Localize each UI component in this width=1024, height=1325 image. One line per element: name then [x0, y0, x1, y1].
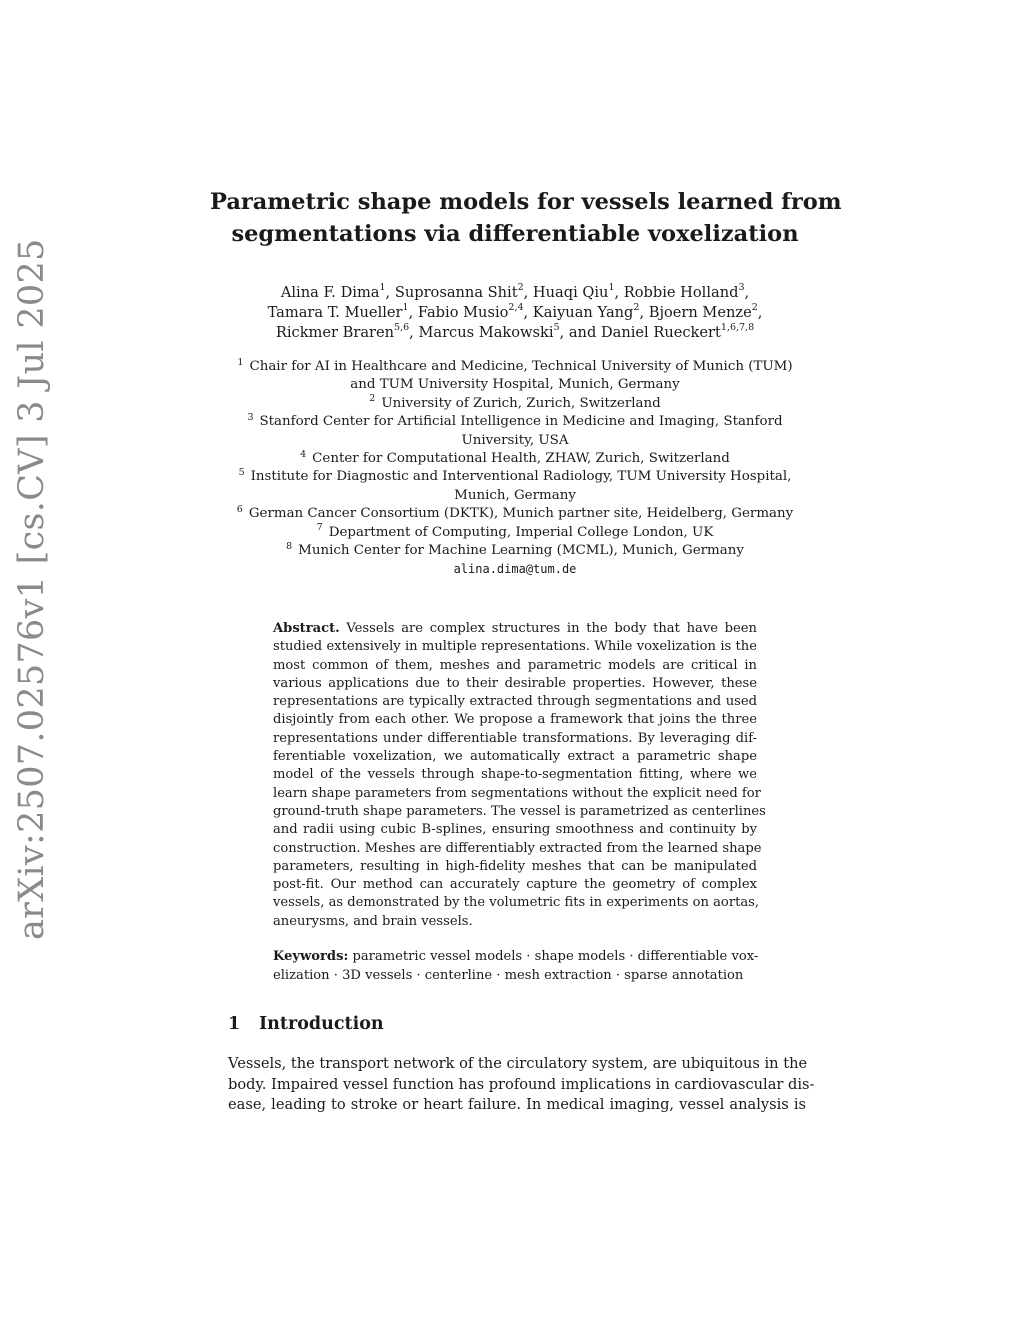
affiliation-text: Munich Center for Machine Learning (MCML), Munich, Germany: [298, 543, 744, 559]
author-affil-sup: 2: [751, 302, 758, 314]
keywords: [273, 947, 757, 985]
author-affil-sup: 5,6: [394, 322, 410, 334]
keywords-text: parametric vessel models · shape models · differentiable vox-: [352, 949, 759, 964]
affiliation-line: [200, 450, 830, 468]
affiliation-number: 4: [300, 448, 307, 460]
abstract-line: representations are typically extracted through segmentations and used: [273, 694, 757, 710]
author-name: Daniel Rueckert: [600, 324, 721, 341]
abstract-line: parameters, resulting in high-fidelity meshes that can be manipulated: [273, 858, 757, 874]
affiliation-text: Institute for Diagnostic and Interventional Radiology, TUM University Hospital,: [250, 469, 792, 485]
author-name: Rickmer Braren: [275, 324, 395, 341]
affiliation-text: University of Zurich, Zurich, Switzerland: [381, 395, 661, 411]
affiliation-line: [200, 524, 830, 542]
affiliation-line: University, USA: [461, 432, 569, 448]
section-heading: [228, 1014, 384, 1034]
section-title: Introduction: [259, 1014, 384, 1034]
author-separator: ,: [614, 284, 624, 301]
abstract-line: post-fit. Our method can accurately capture the geometry of complex: [273, 877, 757, 893]
author-affil-sup: 3: [738, 282, 745, 294]
abstract: [273, 620, 766, 931]
author-name: Robbie Holland: [623, 284, 739, 301]
affiliation-list: [200, 358, 830, 580]
affiliation-line: [200, 542, 830, 560]
author-separator: ,: [523, 284, 533, 301]
intro-paragraph: [228, 1054, 815, 1116]
author-name: Kaiyuan Yang: [532, 304, 634, 321]
body-line: ease, leading to stroke or heart failure. In medical imaging, vessel analysis is: [228, 1096, 806, 1113]
author-separator: , and: [559, 324, 601, 341]
body-line: body. Impaired vessel function has profound implications in cardiovascular dis-: [228, 1075, 815, 1093]
author-name: Alina F. Dima: [280, 284, 380, 301]
affiliation-text: Center for Computational Health, ZHAW, Zurich, Switzerland: [312, 451, 730, 467]
author-affil-sup: 2,4: [508, 302, 524, 314]
author-separator: ,: [744, 284, 750, 301]
keywords-line: [273, 947, 757, 966]
author-email-link[interactable]: alina.dima@tum.de: [453, 562, 577, 577]
author-separator: ,: [757, 304, 763, 321]
body-line: Vessels, the transport network of the circulatory system, are ubiquitous in the: [228, 1055, 808, 1072]
abstract-line: various applications due to their desirable properties. However, these: [273, 675, 757, 691]
section-number: 1: [228, 1014, 241, 1034]
author-separator: ,: [409, 324, 419, 341]
title-line: segmentations via differentiable voxelization: [231, 221, 799, 247]
author-affil-sup: 1: [379, 282, 386, 294]
author-separator: ,: [523, 304, 533, 321]
keywords-line: elization · 3D vessels · centerline · mesh extraction · sparse annotation: [273, 968, 744, 983]
affiliation-text: German Cancer Consortium (DKTK), Munich partner site, Heidelberg, Germany: [248, 506, 794, 522]
author-affil-sup: 5: [553, 322, 560, 334]
affiliation-line: [200, 468, 830, 486]
author-name: Tamara T. Mueller: [267, 304, 403, 321]
abstract-line: construction. Meshes are differentiably extracted from the learned shape: [273, 840, 762, 856]
affiliation-text: Stanford Center for Artificial Intelligence in Medicine and Imaging, Stanford: [259, 414, 783, 430]
affiliation-number: 5: [238, 466, 245, 478]
abstract-line: representations under differentiable transformations. By leveraging dif-: [273, 730, 757, 746]
affiliation-text: Chair for AI in Healthcare and Medicine, Technical University of Munich (TUM): [249, 359, 793, 374]
affiliation-line: and TUM University Hospital, Munich, Germany: [350, 377, 680, 393]
title-line: Parametric shape models for vessels learned from: [210, 189, 842, 215]
affiliation-line: [200, 505, 830, 523]
keywords-label: Keywords:: [273, 949, 349, 964]
affiliation-number: 3: [247, 411, 254, 423]
abstract-line: studied extensively in multiple representations. While voxelization is the: [273, 639, 757, 655]
author-affil-sup: 2: [633, 302, 640, 314]
author-name: Huaqi Qiu: [532, 284, 609, 301]
author-name: Suprosanna Shit: [394, 284, 518, 301]
abstract-text: Vessels are complex structures in the body that have been: [346, 621, 757, 636]
affiliation-number: 1: [237, 356, 244, 368]
author-name: Fabio Musio: [417, 304, 509, 321]
author-list: [200, 283, 830, 343]
abstract-line: most common of them, meshes and parametric models are critical in: [273, 657, 757, 673]
abstract-label: Abstract.: [273, 621, 340, 636]
paper-title: [210, 186, 842, 250]
affiliation-number: 2: [369, 393, 376, 405]
author-affil-sup: 1: [402, 302, 409, 314]
abstract-line: ground-truth shape parameters. The vessel is parametrized as centerlines: [273, 803, 766, 819]
author-name: Bjoern Menze: [648, 304, 752, 321]
abstract-line: ferentiable voxelization, we automatically extract a parametric shape: [273, 749, 757, 765]
abstract-line: vessels, as demonstrated by the volumetric fits in experiments on aortas,: [273, 895, 760, 911]
author-affil-sup: 2: [517, 282, 524, 294]
author-separator: ,: [639, 304, 649, 321]
abstract-line: and radii using cubic B-splines, ensuring smoothness and continuity by: [273, 822, 757, 838]
arxiv-stamp: arXiv:2507.02576v1 [cs.CV] 3 Jul 2025: [12, 238, 52, 940]
author-line: [200, 303, 830, 323]
author-separator: ,: [385, 284, 395, 301]
affiliation-line: Munich, Germany: [454, 487, 576, 503]
abstract-line: [273, 620, 757, 638]
abstract-line: disjointly from each other. We propose a framework that joins the three: [273, 712, 757, 728]
email-line: [200, 560, 830, 579]
author-line: [200, 283, 830, 303]
author-line: [200, 323, 830, 343]
affiliation-line: [200, 413, 830, 431]
author-affil-sup: 1: [608, 282, 615, 294]
affiliation-line: [200, 395, 830, 413]
abstract-line: model of the vessels through shape-to-segmentation fitting, where we: [273, 767, 757, 783]
abstract-line: aneurysms, and brain vessels.: [273, 913, 473, 929]
author-affil-sup: 1,6,7,8: [720, 322, 755, 334]
affiliation-number: 8: [286, 540, 293, 552]
author-separator: ,: [408, 304, 418, 321]
abstract-line: learn shape parameters from segmentations without the explicit need for: [273, 785, 761, 801]
affiliation-number: 7: [316, 522, 323, 534]
affiliation-text: Department of Computing, Imperial College London, UK: [328, 524, 714, 540]
author-name: Marcus Makowski: [418, 324, 554, 341]
affiliation-number: 6: [236, 503, 243, 515]
affiliation-line: [200, 358, 830, 376]
